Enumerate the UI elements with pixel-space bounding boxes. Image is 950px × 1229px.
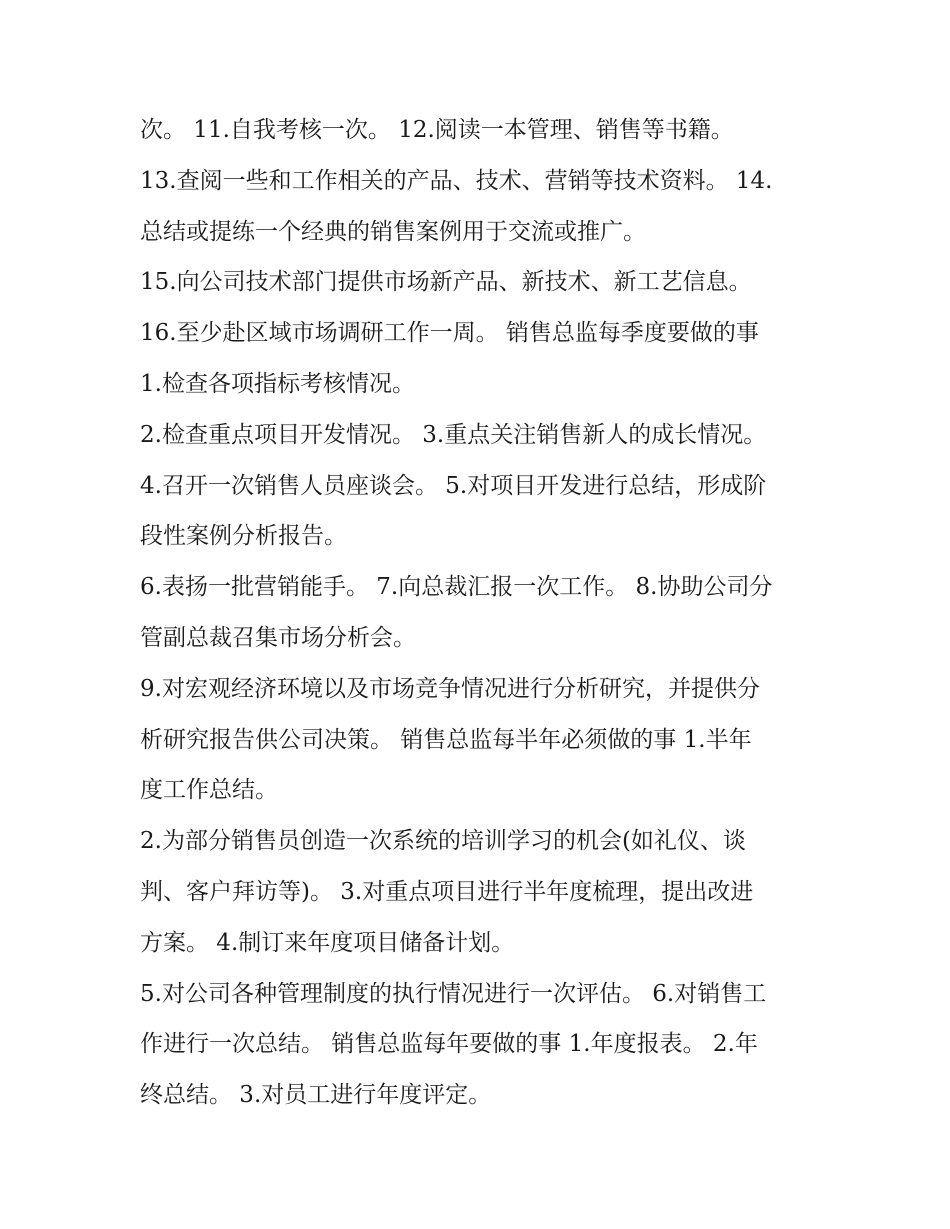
text-line: 次。 11.自我考核一次。 12.阅读一本管理、销售等书籍。 <box>140 117 734 143</box>
text-line: 判、客户拜访等)。 3.对重点项目进行半年度梳理，提出改进 <box>140 878 754 905</box>
text-line: 13.查阅一些和工作相关的产品、技术、营销等技术资料。 14. <box>140 167 773 194</box>
text-line: 15.向公司技术部门提供市场新产品、新技术、新工艺信息。 <box>140 269 752 296</box>
text-line: 2.为部分销售员创造一次系统的培训学习的机会(如礼仪、谈 <box>140 828 746 855</box>
text-line: 终总结。 3.对员工进行年度评定。 <box>140 1082 492 1109</box>
text-line: 9.对宏观经济环境以及市场竞争情况进行分析研究，并提供分 <box>140 675 760 702</box>
text-line: 析研究报告供公司决策。 销售总监每半年必须做的事 1.半年 <box>140 726 752 753</box>
text-line: 5.对公司各种管理制度的执行情况进行一次评估。 6.对销售工 <box>140 980 767 1007</box>
text-line: 作进行一次总结。 销售总监每年要做的事 1.年度报表。 2.年 <box>140 1031 758 1058</box>
text-line: 4.召开一次销售人员座谈会。 5.对项目开发进行总结，形成阶 <box>140 472 767 499</box>
text-line: 总结或提练一个经典的销售案例用于交流或推广。 <box>140 218 646 245</box>
text-line: 管副总裁召集市场分析会。 <box>140 624 416 651</box>
text-line: 方案。 4.制订来年度项目储备计划。 <box>140 929 515 956</box>
text-line: 6.表扬一批营销能手。 7.向总裁汇报一次工作。 8.协助公司分 <box>140 574 773 601</box>
text-line: 度工作总结。 <box>140 777 278 804</box>
document-body <box>140 105 820 1121</box>
text-line: 1.检查各项指标考核情况。 <box>140 370 415 397</box>
text-line: 2.检查重点项目开发情况。 3.重点关注销售新人的成长情况。 <box>140 421 767 448</box>
text-line: 16.至少赴区域市场调研工作一周。 销售总监每季度要做的事 <box>140 320 759 347</box>
text-line: 段性案例分析报告。 <box>140 523 347 550</box>
